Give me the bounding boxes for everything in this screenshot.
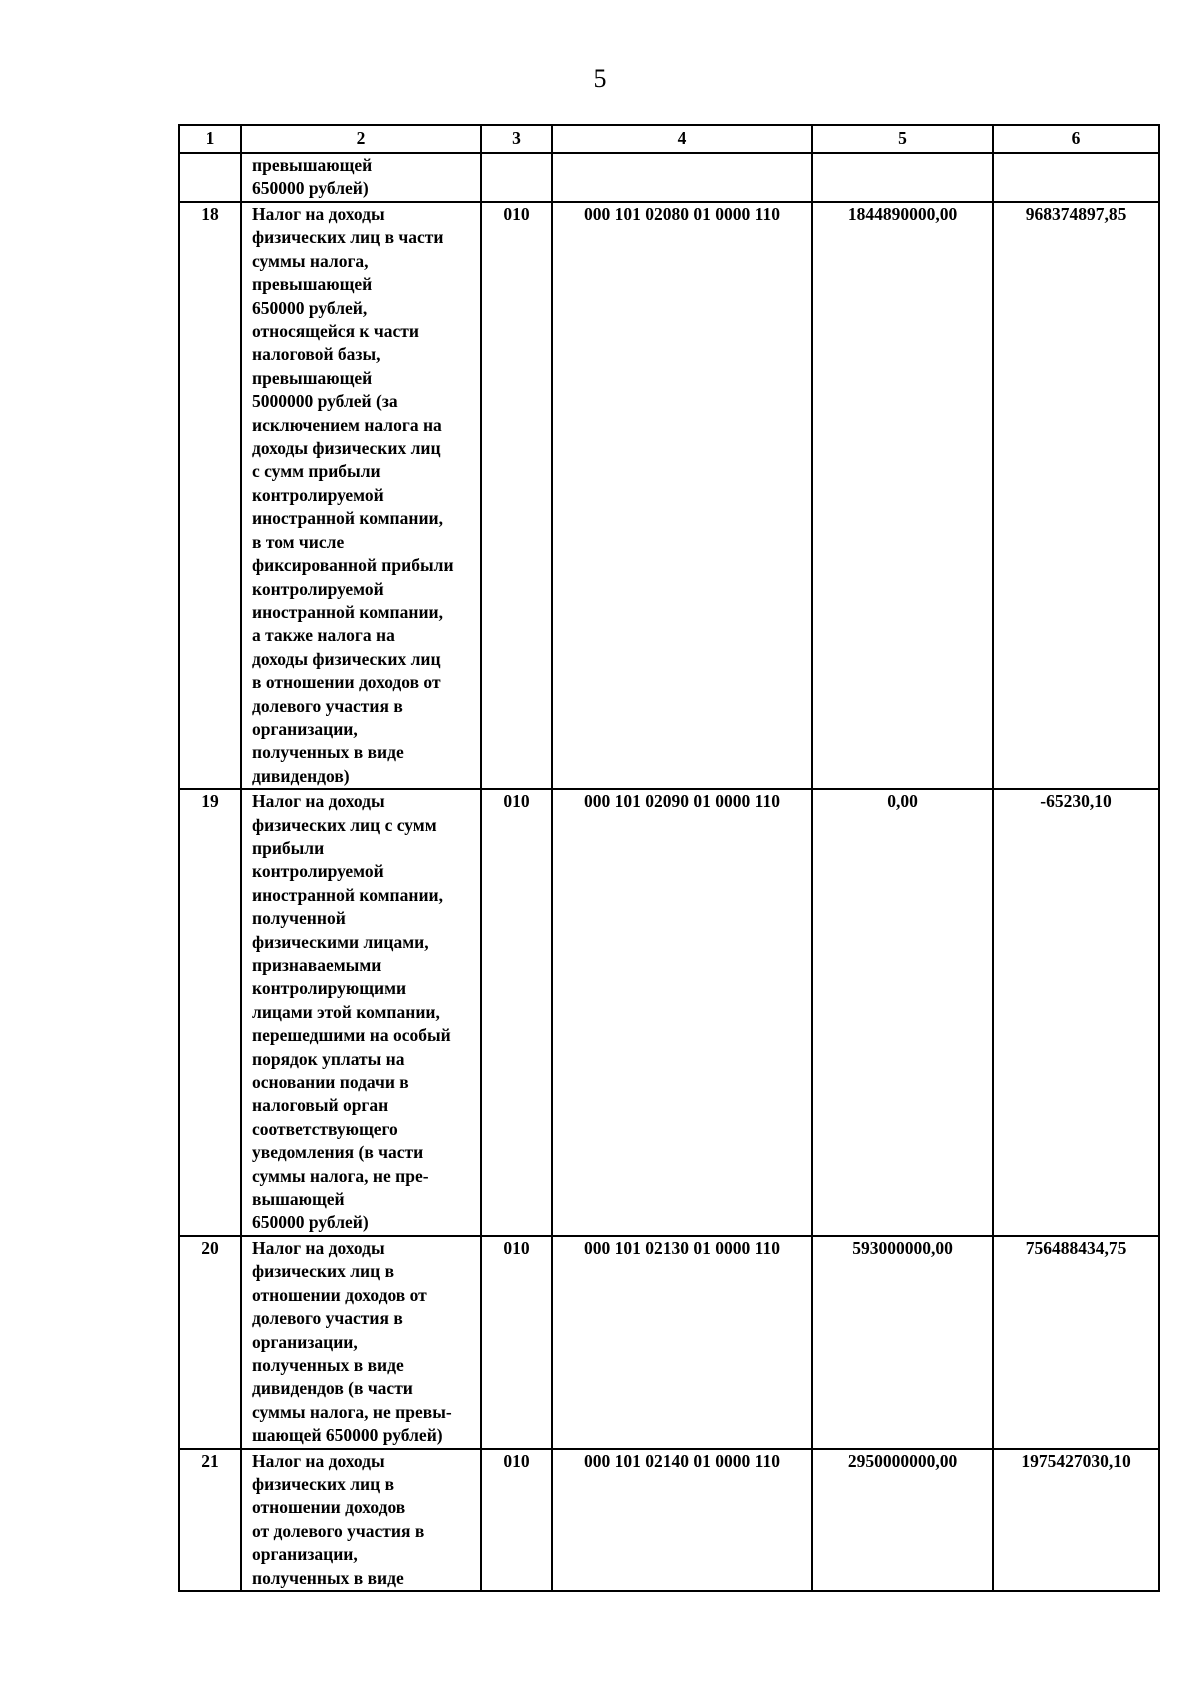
table-row bbox=[179, 1236, 1159, 1449]
row-col3: 010 bbox=[481, 789, 552, 1236]
row-code: 000 101 02090 01 0000 110 bbox=[552, 789, 812, 1236]
column-header: 3 bbox=[481, 125, 552, 153]
row-number: 18 bbox=[179, 202, 241, 789]
row-name bbox=[241, 789, 481, 1236]
table-header-row bbox=[179, 125, 1159, 153]
row-actual bbox=[993, 153, 1159, 202]
row-number: 21 bbox=[179, 1449, 241, 1591]
row-col3: 010 bbox=[481, 1449, 552, 1591]
row-name bbox=[241, 1449, 481, 1591]
table-row bbox=[179, 153, 1159, 202]
row-name-text: превышающей 650000 рублей) bbox=[252, 155, 373, 199]
row-actual: 1975427030,10 bbox=[993, 1449, 1159, 1591]
row-actual: -65230,10 bbox=[993, 789, 1159, 1236]
row-actual: 756488434,75 bbox=[993, 1236, 1159, 1449]
table-row bbox=[179, 202, 1159, 789]
row-plan: 1844890000,00 bbox=[812, 202, 993, 789]
column-header: 6 bbox=[993, 125, 1159, 153]
page-number: 5 bbox=[593, 64, 607, 93]
row-name bbox=[241, 1236, 481, 1449]
row-code: 000 101 02080 01 0000 110 bbox=[552, 202, 812, 789]
column-header: 4 bbox=[552, 125, 812, 153]
row-name-text: Налог на доходы физических лиц с сумм прибыли контролируемой иностранной компании, полученной физическими лицами, признаваемыми контролирующими лицами этой компании, перешедшими на особый порядок уплаты на основании подачи в налоговый орган соответствующего уведомления (в части суммы налога, не пре- вышающей 650000 рублей) bbox=[252, 791, 451, 1233]
row-col3 bbox=[481, 153, 552, 202]
row-actual: 968374897,85 bbox=[993, 202, 1159, 789]
row-plan: 593000000,00 bbox=[812, 1236, 993, 1449]
row-number: 20 bbox=[179, 1236, 241, 1449]
row-col3: 010 bbox=[481, 1236, 552, 1449]
row-name bbox=[241, 153, 481, 202]
row-code: 000 101 02140 01 0000 110 bbox=[552, 1449, 812, 1591]
row-name bbox=[241, 202, 481, 789]
column-header: 2 bbox=[241, 125, 481, 153]
row-name-text: Налог на доходы физических лиц в отношении доходов от долевого участия в организации, полученных в виде дивидендов (в части суммы налога, не превы- шающей 650000 рублей) bbox=[252, 1237, 452, 1446]
table-row bbox=[179, 1449, 1159, 1591]
revenue-table bbox=[178, 124, 1160, 1592]
row-col3: 010 bbox=[481, 202, 552, 789]
row-name-text: Налог на доходы физических лиц в отношении доходов от долевого участия в организации, полученных в виде bbox=[252, 1450, 425, 1588]
row-name-text: Налог на доходы физических лиц в части суммы налога, превышающей 650000 рублей, относящейся к части налоговой базы, превышающей 5000000 рублей (за исключением налога на доходы физических лиц с сумм прибыли контролируемой иностранной компании, в том числе фиксированной прибыли контролируемой иностранной компании, а также налога на доходы физических лиц в отношении доходов от долевого участия в организации, полученных в виде дивидендов) bbox=[252, 204, 454, 786]
row-code bbox=[552, 153, 812, 202]
row-number bbox=[179, 153, 241, 202]
table-row bbox=[179, 789, 1159, 1236]
row-plan: 2950000000,00 bbox=[812, 1449, 993, 1591]
row-plan bbox=[812, 153, 993, 202]
row-number: 19 bbox=[179, 789, 241, 1236]
row-plan: 0,00 bbox=[812, 789, 993, 1236]
column-header: 1 bbox=[179, 125, 241, 153]
row-code: 000 101 02130 01 0000 110 bbox=[552, 1236, 812, 1449]
column-header: 5 bbox=[812, 125, 993, 153]
